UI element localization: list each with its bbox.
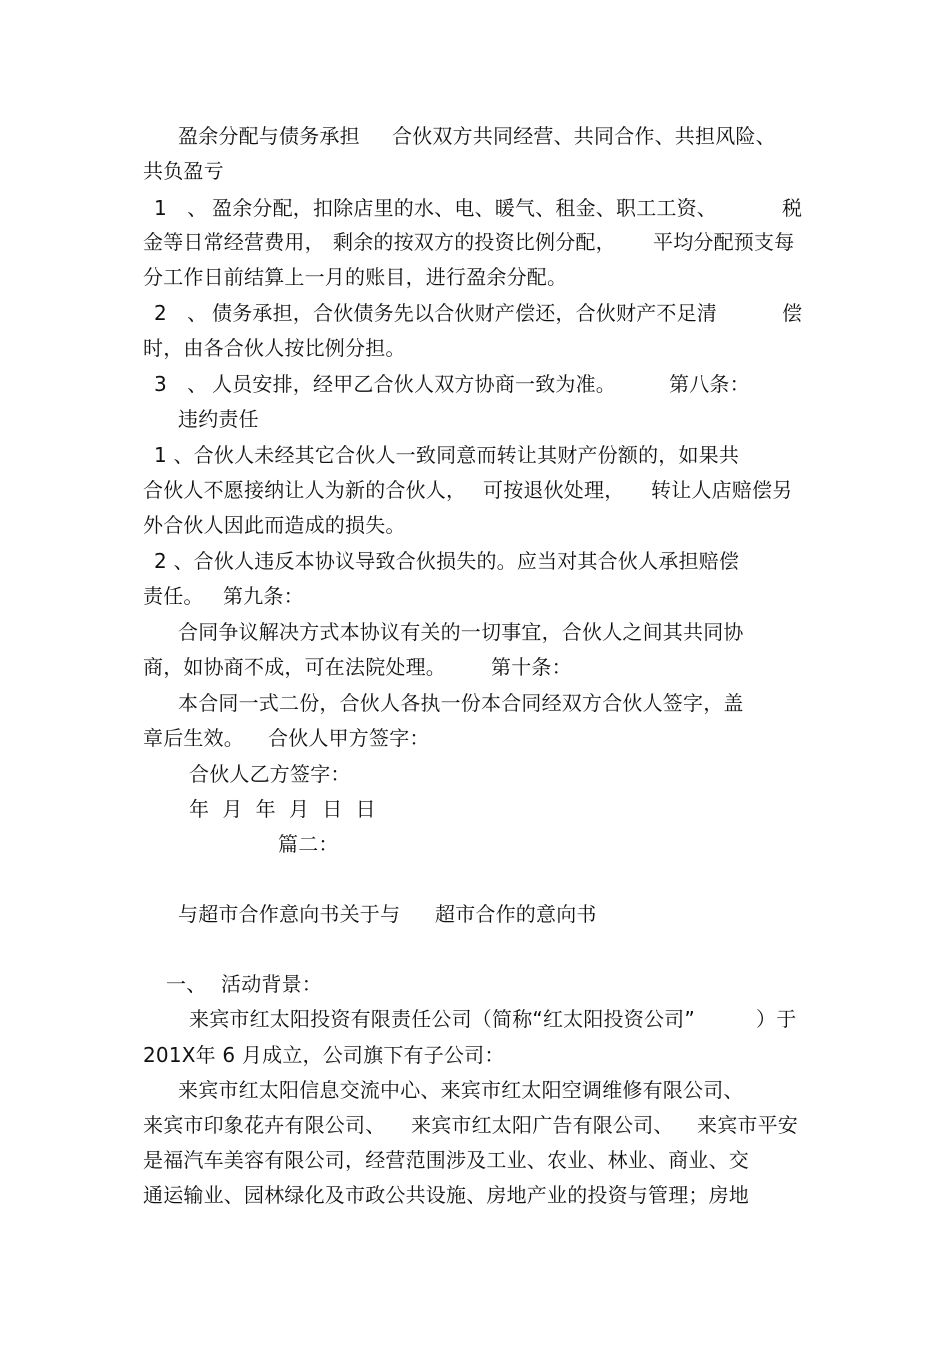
text-segment: 平均分配预支每 [653, 230, 795, 254]
text-segment: 责任。 [143, 584, 204, 608]
text-segment: 合伙人不愿接纳让人为新的合伙人， [143, 478, 467, 502]
text-line [143, 829, 813, 859]
date-line: 年 月 年 月 日 日 [189, 797, 376, 821]
text-segment: 金等日常经营费用， [143, 230, 325, 254]
text-segment: 商，如协商不成，可在法院处理。 [143, 655, 446, 679]
text-segment: 201X年 6 月成立，公司旗下有子公司： [143, 1043, 505, 1067]
text-segment: 来宾市印象花卉有限公司、 [143, 1113, 386, 1137]
text-line [143, 1004, 813, 1034]
text-line [143, 723, 813, 753]
text-line [143, 262, 813, 292]
text-segment: 时，由各合伙人按比例分担。 [143, 336, 406, 360]
text-line [143, 404, 813, 434]
text-segment: 是福汽车美容有限公司，经营范围涉及工业、农业、林业、商业、交 [143, 1148, 749, 1172]
article-heading: 第十条： [491, 655, 572, 679]
text-line [143, 475, 813, 505]
text-line [143, 546, 813, 576]
text-segment: 盈余分配，扣除店里的水、电、暖气、租金、职工工资、 [212, 196, 717, 220]
text-line [143, 369, 813, 399]
item-number: 1 、 [154, 196, 215, 220]
text-segment: 债务承担，合伙债务先以合伙财产偿还，合伙财产不足清 [212, 301, 717, 325]
article-heading: 第八条： [669, 372, 750, 396]
text-line [143, 156, 813, 186]
text-line [143, 121, 813, 151]
text-segment: ）于 [756, 1007, 797, 1031]
text-line [143, 1075, 813, 1105]
item-number: 2 、 [154, 301, 215, 325]
text-segment: 分工作日前结算上一月的账目，进行盈余分配。 [143, 265, 568, 289]
text-line [143, 969, 813, 999]
text-line [143, 1145, 813, 1175]
text-line [143, 193, 813, 223]
text-segment: 通运输业、园林绿化及市政公共设施、房地产业的投资与管理；房地 [143, 1183, 749, 1207]
text-segment: 本合同一式二份，合伙人各执一份本合同经双方合伙人签字，盖 [178, 691, 744, 715]
text-line [143, 1110, 813, 1140]
document-title: 与超市合作意向书关于与 [178, 902, 401, 926]
text-segment: 来宾市平安 [697, 1113, 798, 1137]
section-number: 一、 [166, 972, 207, 996]
text-segment: 章后生效。 [143, 726, 244, 750]
text-line [143, 333, 813, 363]
part-heading: 篇二： [278, 832, 339, 856]
text-segment: 转让人店赔偿另 [651, 478, 793, 502]
text-line [143, 759, 813, 789]
item-number: 3 、 [154, 372, 215, 396]
text-line [143, 1180, 813, 1210]
text-line [143, 227, 813, 257]
text-line [143, 617, 813, 647]
text-segment: 来宾市红太阳广告有限公司、 [411, 1113, 674, 1137]
text-segment: 来宾市红太阳信息交流中心、来宾市红太阳空调维修有限公司、 [178, 1078, 744, 1102]
signature-label: 合伙人甲方签字： [268, 726, 430, 750]
text-line [143, 688, 813, 718]
document-title: 超市合作的意向书 [435, 902, 597, 926]
text-line [143, 298, 813, 328]
text-segment: 1 、合伙人未经其它合伙人一致同意而转让其财产份额的，如果共 [154, 443, 740, 467]
text-line [143, 440, 813, 470]
signature-label: 合伙人乙方签字： [189, 762, 351, 786]
text-segment: 可按退伙处理， [483, 478, 625, 502]
text-segment: 来宾市红太阳投资有限责任公司（简称“红太阳投资公司” [189, 1007, 695, 1031]
text-segment: 共负盈亏 [143, 159, 224, 183]
text-line [143, 1040, 813, 1070]
text-line [143, 652, 813, 682]
article-heading: 第九条： [223, 584, 304, 608]
text-segment: 合同争议解决方式本协议有关的一切事宜，合伙人之间其共同协 [178, 620, 744, 644]
text-segment: 人员安排，经甲乙合伙人双方协商一致为准。 [212, 372, 616, 396]
text-line [143, 510, 813, 540]
text-segment: 2 、合伙人违反本协议导致合伙损失的。应当对其合伙人承担赔偿 [154, 549, 740, 573]
text-line [143, 899, 813, 929]
text-line [143, 794, 813, 824]
text-line [143, 581, 813, 611]
text-segment: 税 [782, 196, 803, 220]
section-heading: 违约责任 [178, 407, 259, 431]
text-segment: 偿 [782, 301, 803, 325]
section-heading: 活动背景： [221, 972, 322, 996]
text-segment: 合伙双方共同经营、共同合作、共担风险、 [392, 124, 776, 148]
section-heading: 盈余分配与债务承担 [178, 124, 360, 148]
text-segment: 剩余的按双方的投资比例分配， [333, 230, 616, 254]
text-segment: 外合伙人因此而造成的损失。 [143, 513, 406, 537]
